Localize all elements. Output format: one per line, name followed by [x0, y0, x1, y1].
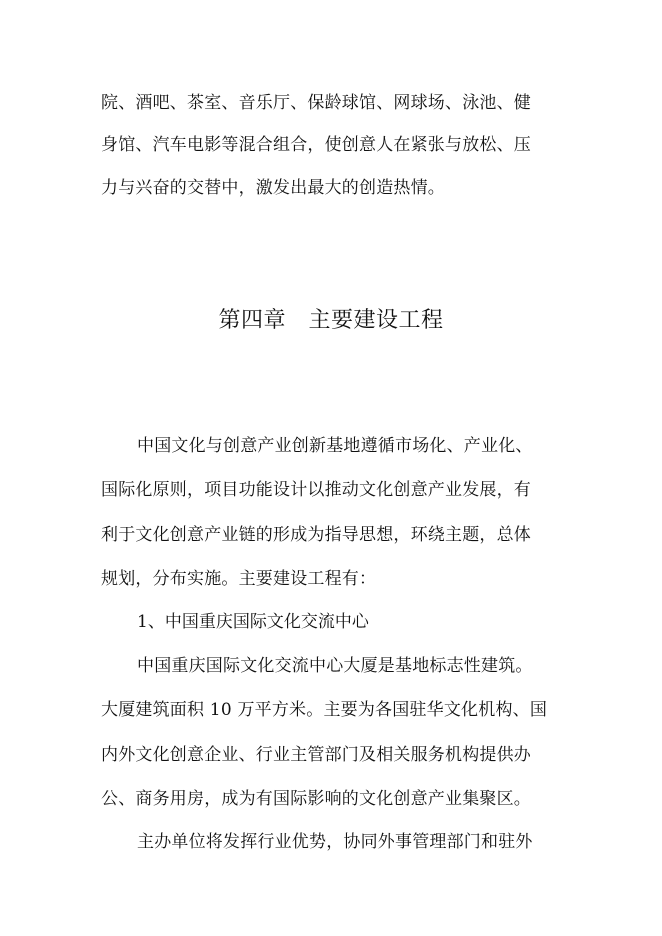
paragraph2-line-3: 内外文化创意企业、行业主管部门及相关服务机构提供办 — [101, 745, 531, 765]
intro-line-1: 院、酒吧、茶室、音乐厅、保龄球馆、网球场、泳池、健 — [101, 93, 531, 113]
paragraph1-line-4: 规划，分布实施。主要建设工程有： — [101, 569, 377, 589]
paragraph1-line-2: 国际化原则，项目功能设计以推动文化创意产业发展，有 — [101, 480, 531, 500]
intro-line-3: 力与兴奋的交替中，激发出最大的创造热情。 — [101, 178, 445, 198]
paragraph1-line-3: 利于文化创意产业链的形成为指导思想，环绕主题，总体 — [101, 525, 531, 545]
paragraph3-line-1: 主办单位将发挥行业优势，协同外事管理部门和驻外 — [137, 832, 533, 852]
intro-line-2: 身馆、汽车电影等混合组合，使创意人在紧张与放松、压 — [101, 135, 531, 155]
section1-title: 1、中国重庆国际文化交流中心 — [137, 612, 369, 632]
paragraph1-line-1: 中国文化与创意产业创新基地遵循市场化、产业化、 — [137, 436, 533, 456]
paragraph2-line-1: 中国重庆国际文化交流中心大厦是基地标志性建筑。 — [137, 656, 533, 676]
paragraph2-line-4: 公、商务用房，成为有国际影响的文化创意产业集聚区。 — [101, 789, 531, 809]
chapter-title: 第四章 主要建设工程 — [218, 308, 444, 333]
paragraph2-line-2: 大厦建筑面积 10 万平方米。主要为各国驻华文化机构、国 — [101, 700, 548, 720]
